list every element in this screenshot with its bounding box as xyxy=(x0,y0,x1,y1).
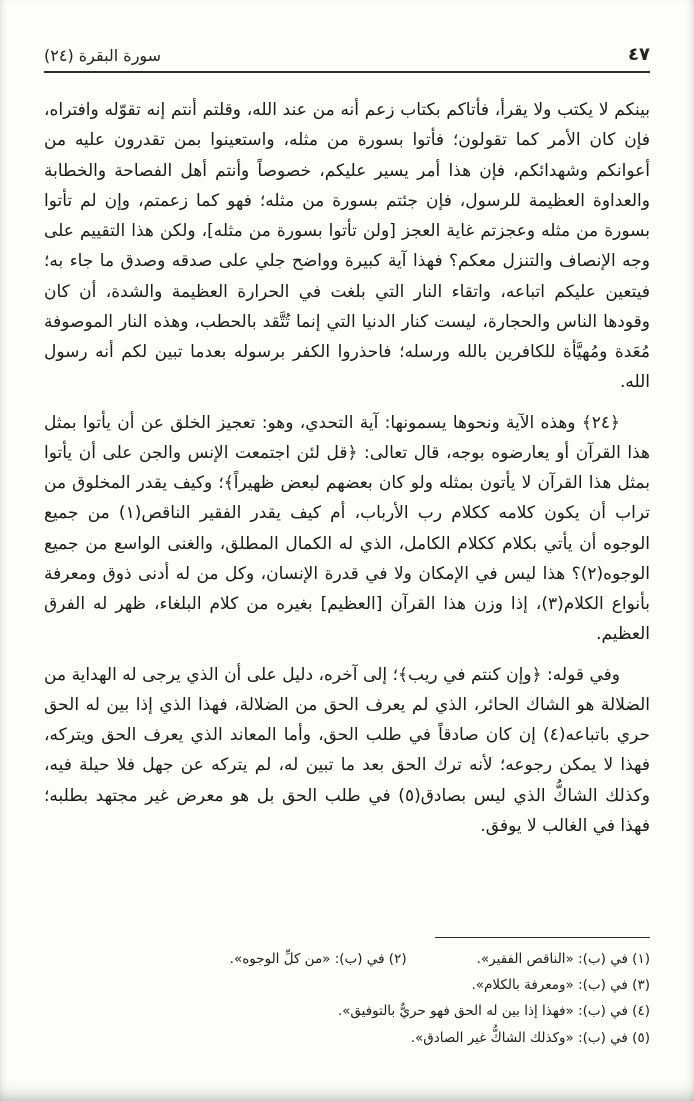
footnote-separator xyxy=(435,937,650,938)
paragraph: وفي قوله: ﴿وإن كنتم في ريب﴾؛ إلى آخره، دليل على أن الذي يرجى له الهداية من الضلالة هو الشاك الحائر، الذي لم يعرف الحق من الضلالة، فهذا الذي إذا بين له الحق حري باتباعه(٤) إن كان صادقاً في طلب الحق، وأما المعاند الذي يعرف الحق ويتركه، فهذا لا يمكن رجوعه؛ لأنه ترك الحق بعد ما تبين له، لم يتركه عن جهل فلا حيلة فيه، وكذلك الشاكُّ الذي ليس بصادق(٥) في طلب الحق بل هو معرض غير مجتهد بطلبه؛ فهذا في الغالب لا يوفق. xyxy=(44,664,650,836)
page-number: ٤٧ xyxy=(628,44,650,65)
footnotes-section xyxy=(44,937,650,1051)
footnote: (٥) في (ب): «وكذلك الشاكُّ غير الصادق». xyxy=(410,1029,650,1046)
footnote: (٢) في (ب): «من كلِّ الوجوه». xyxy=(229,950,407,967)
footnote: (١) في (ب): «الناقص الفقير». xyxy=(476,950,650,967)
surah-title: سورة البقرة (٢٤) xyxy=(44,46,162,65)
body-text xyxy=(44,95,650,851)
footnote: (٣) في (ب): «ومعرفة بالكلام». xyxy=(471,977,650,994)
page-header xyxy=(44,44,650,73)
paragraph: ﴿٢٤﴾ وهذه الآية ونحوها يسمونها: آية التحدي، وهو: تعجيز الخلق عن أن يأتوا بمثل هذا القرآن أو يعارضوه بوجه، قال تعالى: ﴿قل لئن اجتمعت الإنس والجن على أن يأتوا بمثل هذا القرآن لا يأتون بمثله ولو كان بعضهم لبعض ظهيراً﴾؛ وكيف يقدر المخلوق من تراب أن يكون كلامه ككلام رب الأرباب، أم كيف يقدر الفقير الناقص(١) من جميع الوجوه أن يأتي بكلام ككلام الكامل، الذي له الكمال المطلق، والغنى الواسع من جميع الوجوه(٢)؟ هذا ليس في الإمكان ولا في قدرة الإنسان، وكل من له أدنى ذوق ومعرفة بأنواع الكلام(٣)، إذا وزن هذا القرآن [العظيم] بغيره من كلام البلغاء، ظهر له الفرق العظيم. xyxy=(44,412,650,645)
footnote-row xyxy=(44,946,650,972)
footnote: (٤) في (ب): «فهذا إذا بين له الحق فهو حريٌّ بالتوفيق». xyxy=(337,1003,650,1020)
paragraph: بينكم لا يكتب ولا يقرأ، فأتاكم بكتاب زعم أنه من عند الله، وقلتم أنتم إنه تقوّله وافتراه، فإن كان الأمر كما تقولون؛ فأتوا بسورة من مثله، واستعينوا بمن تقدرون عليه من أعوانكم وشهدائكم، فإن هذا أمر يسير عليكم، خصوصاً وأنتم أهل الفصاحة والخطابة والعداوة العظيمة للرسول، فإن جئتم بسورة من مثله؛ فهو كما زعمتم، وإن لم تأتوا بسورة من مثله وعجزتم غاية العجز [ولن تأتوا بسورة من مثله]، ولكن هذا التقييم على وجه الإنصاف والتنزل معكم؟ فهذا آية كبيرة وواضح جلي على صدقه وصدق ما جاء به؛ فيتعين عليكم اتباعه، واتقاء النار التي بلغت في الحرارة العظيمة والشدة، أن كان وقودها الناس والحجارة، ليست كنار الدنيا التي إنما تُتَّقد بالحطب، وهذه النار الموصوفة مُعَدة ومُهيَّأة للكافرين بالله ورسله؛ فاحذروا الكفر برسوله بعدما تبين لكم أنه رسول الله. xyxy=(44,100,650,393)
